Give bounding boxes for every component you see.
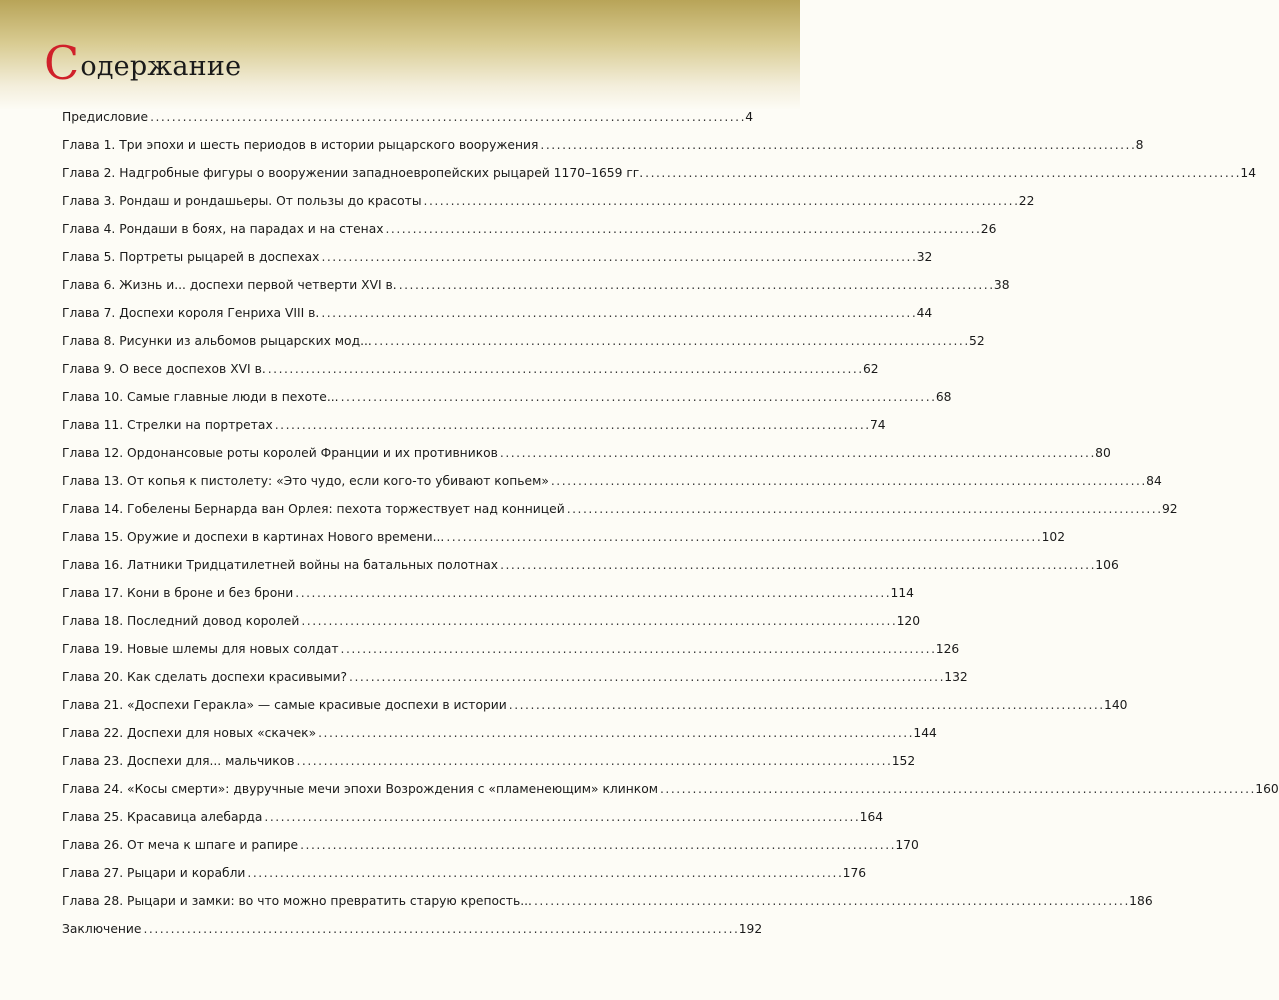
dot-leader xyxy=(540,131,1133,159)
toc-entry[interactable] xyxy=(62,467,1162,495)
toc-entry[interactable] xyxy=(62,271,1010,299)
toc-entry-page: 192 xyxy=(738,922,763,936)
toc-entry-title: Глава 7. Доспехи короля Генриха VIII в. xyxy=(62,306,320,320)
toc-entry-page: 74 xyxy=(869,418,886,432)
dot-leader xyxy=(264,803,857,831)
toc-entry-page: 32 xyxy=(916,250,933,264)
toc-entry[interactable] xyxy=(62,159,1257,187)
toc-entry[interactable] xyxy=(62,383,952,411)
toc-entry[interactable] xyxy=(62,523,1066,551)
toc-entry-title: Глава 13. От копья к пистолету: «Это чудо, если кого-то убивают копьем» xyxy=(62,474,549,488)
toc-entry[interactable] xyxy=(62,747,916,775)
title-initial: С xyxy=(44,36,80,90)
toc-entry-title: Глава 26. От меча к шпаге и рапире xyxy=(62,838,299,852)
toc-entry[interactable] xyxy=(62,635,960,663)
dot-leader xyxy=(268,355,861,383)
toc-entry-title: Глава 8. Рисунки из альбомов рыцарских мод... xyxy=(62,334,372,348)
page-title xyxy=(44,36,242,90)
toc-entry-page: 114 xyxy=(890,586,914,600)
toc-entry-title: Предисловие xyxy=(62,110,149,124)
toc-entry-title: Глава 22. Доспехи для новых «скачек» xyxy=(62,726,317,740)
toc-entry-page: 92 xyxy=(1161,502,1178,516)
toc-entry[interactable] xyxy=(62,243,933,271)
dot-leader xyxy=(534,887,1127,915)
toc-entry[interactable] xyxy=(62,719,937,747)
dot-leader xyxy=(301,607,894,635)
toc-entry-page: 22 xyxy=(1018,194,1035,208)
toc-entry-page: 62 xyxy=(862,362,879,376)
toc-entry[interactable] xyxy=(62,579,914,607)
toc-entry-title: Глава 2. Надгробные фигуры о вооружении западноевропейских рыцарей 1170–1659 гг. xyxy=(62,166,644,180)
dot-leader xyxy=(567,495,1160,523)
toc-entry-title: Глава 27. Рыцари и корабли xyxy=(62,866,246,880)
toc-entry-title: Глава 10. Самые главные люди в пехоте... xyxy=(62,390,339,404)
dot-leader xyxy=(399,271,992,299)
toc-entry[interactable] xyxy=(62,215,997,243)
dot-leader xyxy=(551,467,1144,495)
toc-entry[interactable] xyxy=(62,439,1111,467)
toc-entry-page: 14 xyxy=(1240,166,1257,180)
toc-entry[interactable] xyxy=(62,187,1035,215)
toc-entry-page: 132 xyxy=(944,670,968,684)
dot-leader xyxy=(660,775,1253,803)
toc-entry-title: Глава 23. Доспехи для... мальчиков xyxy=(62,754,295,768)
toc-entry-page: 176 xyxy=(842,866,867,880)
toc-entry[interactable] xyxy=(62,327,985,355)
dot-leader xyxy=(300,831,893,859)
toc-entry-title: Глава 19. Новые шлемы для новых солдат xyxy=(62,642,339,656)
toc-entry[interactable] xyxy=(62,355,879,383)
toc-entry-page: 170 xyxy=(895,838,919,852)
toc-entry-title: Глава 3. Рондаш и рондашьеры. От пользы до красоты xyxy=(62,194,422,208)
toc-entry[interactable] xyxy=(62,299,933,327)
dot-leader xyxy=(341,383,934,411)
toc-entry-title: Глава 14. Гобелены Бернарда ван Орлея: пехота торжествует над конницей xyxy=(62,502,565,516)
dot-leader xyxy=(374,327,967,355)
dot-leader xyxy=(247,859,840,887)
toc-entry-title: Глава 17. Кони в броне и без брони xyxy=(62,586,294,600)
toc-entry-title: Глава 11. Стрелки на портретах xyxy=(62,418,273,432)
dot-leader xyxy=(144,915,737,943)
toc-entry-page: 52 xyxy=(969,334,985,348)
toc-entry[interactable] xyxy=(62,131,1144,159)
toc-entry[interactable] xyxy=(62,551,1119,579)
toc-entry-page: 44 xyxy=(916,306,933,320)
toc-entry-title: Заключение xyxy=(62,922,142,936)
toc-entry-page: 126 xyxy=(935,642,960,656)
toc-entry-page: 84 xyxy=(1146,474,1162,488)
dot-leader xyxy=(321,299,914,327)
toc-entry[interactable] xyxy=(62,915,763,943)
toc-entry[interactable] xyxy=(62,607,921,635)
toc-entry-title: Глава 15. Оружие и доспехи в картинах Нового времени... xyxy=(62,530,445,544)
dot-leader xyxy=(275,411,868,439)
dot-leader xyxy=(500,551,1093,579)
dot-leader xyxy=(386,215,979,243)
toc-entry[interactable] xyxy=(62,859,867,887)
toc-entry-title: Глава 4. Рондаши в боях, на парадах и на стенах xyxy=(62,222,384,236)
toc-entry[interactable] xyxy=(62,495,1178,523)
toc-entry-page: 144 xyxy=(913,726,937,740)
toc-entry-page: 80 xyxy=(1095,446,1111,460)
dot-leader xyxy=(349,663,942,691)
dot-leader xyxy=(446,523,1039,551)
toc-entry-title: Глава 20. Как сделать доспехи красивыми? xyxy=(62,670,348,684)
toc-entry[interactable] xyxy=(62,831,919,859)
toc-entry-title: Глава 24. «Косы смерти»: двуручные мечи эпохи Возрождения с «пламенеющим» клинком xyxy=(62,782,659,796)
toc-entry-page: 186 xyxy=(1129,894,1153,908)
toc-entry-title: Глава 25. Красавица алебарда xyxy=(62,810,263,824)
toc-entry-title: Глава 18. Последний довод королей xyxy=(62,614,300,628)
toc-entry-page: 68 xyxy=(935,390,952,404)
toc-entry-title: Глава 12. Ордонансовые роты королей Франции и их противников xyxy=(62,446,498,460)
dot-leader xyxy=(424,187,1017,215)
toc-entry[interactable] xyxy=(62,663,968,691)
toc-entry-page: 102 xyxy=(1041,530,1066,544)
toc-entry-title: Глава 28. Рыцари и замки: во что можно превратить старую крепость... xyxy=(62,894,532,908)
dot-leader xyxy=(297,747,890,775)
toc-entry-page: 8 xyxy=(1135,138,1144,152)
toc-entry[interactable] xyxy=(62,691,1128,719)
toc-entry-page: 140 xyxy=(1104,698,1128,712)
toc-entry-title: Глава 1. Три эпохи и шесть периодов в истории рыцарского вооружения xyxy=(62,138,539,152)
toc-entry-page: 120 xyxy=(896,614,921,628)
dot-leader xyxy=(318,719,911,747)
toc-entry-page: 26 xyxy=(980,222,997,236)
toc-entry[interactable] xyxy=(62,411,886,439)
toc-entry-page: 152 xyxy=(891,754,916,768)
toc-entry-page: 106 xyxy=(1095,558,1119,572)
table-of-contents xyxy=(62,103,1279,943)
toc-entry-title: Глава 9. О весе доспехов XVI в. xyxy=(62,362,266,376)
title-rest: одержание xyxy=(80,51,242,82)
toc-entry-page: 38 xyxy=(993,278,1010,292)
toc-entry-page: 4 xyxy=(745,110,754,124)
dot-leader xyxy=(341,635,934,663)
toc-entry[interactable] xyxy=(62,803,884,831)
toc-entry[interactable] xyxy=(62,103,754,131)
toc-entry-title: Глава 6. Жизнь и... доспехи первой четверти XVI в. xyxy=(62,278,397,292)
dot-leader xyxy=(295,579,888,607)
toc-entry-page: 164 xyxy=(859,810,884,824)
toc-entry[interactable] xyxy=(62,775,1279,803)
toc-entry-title: Глава 5. Портреты рыцарей в доспехах xyxy=(62,250,320,264)
dot-leader xyxy=(509,691,1102,719)
dot-leader xyxy=(150,103,743,131)
dot-leader xyxy=(321,243,914,271)
toc-entry-title: Глава 16. Латники Тридцатилетней войны на батальных полотнах xyxy=(62,558,499,572)
dot-leader xyxy=(645,159,1238,187)
dot-leader xyxy=(500,439,1093,467)
toc-entry[interactable] xyxy=(62,887,1153,915)
toc-entry-title: Глава 21. «Доспехи Геракла» — самые красивые доспехи в истории xyxy=(62,698,507,712)
toc-entry-page: 160 xyxy=(1255,782,1279,796)
